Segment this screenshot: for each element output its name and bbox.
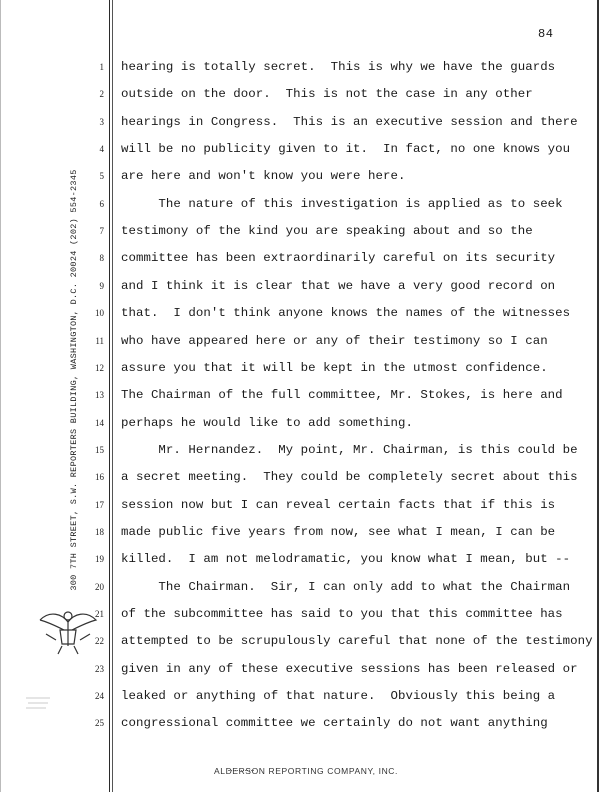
transcript-line: committee has been extraordinarily careful on its security <box>121 251 556 266</box>
transcript-line: and I think it is clear that we have a very good record on <box>121 278 556 293</box>
line-number: 12 <box>95 362 104 373</box>
transcript-line: hearing is totally secret. This is why we have the guards <box>121 60 556 74</box>
transcript-line: hearings in Congress. This is an executive session and there <box>121 114 578 129</box>
line-number: 20 <box>95 581 104 592</box>
transcript-line: assure you that it will be kept in the utmost confidence. <box>121 360 548 375</box>
line-number: 24 <box>95 691 104 702</box>
line-number: 14 <box>95 417 104 428</box>
line-number: 23 <box>95 663 104 674</box>
line-number: 25 <box>95 718 104 729</box>
line-number: 18 <box>95 526 104 537</box>
transcript-line: will be no publicity given to it. In fact, no one knows you <box>121 142 571 157</box>
transcript-line: made public five years from now, see what I mean, I can be <box>121 524 556 539</box>
line-number: 6 <box>99 198 104 209</box>
line-number: 13 <box>95 390 104 401</box>
line-number: 19 <box>95 554 104 565</box>
transcript-line: who have appeared here or any of their testimony so I can <box>121 333 548 348</box>
transcript-line: outside on the door. This is not the case in any other <box>121 87 533 102</box>
line-number: 10 <box>95 308 104 319</box>
transcript-line: testimony of the kind you are speaking about and so the <box>121 224 533 239</box>
line-number: 15 <box>95 444 104 455</box>
transcript-line: a secret meeting. They could be completely secret about this <box>121 470 578 485</box>
margin-scribble-icon <box>24 690 52 716</box>
line-number: 4 <box>99 144 104 155</box>
line-number: 2 <box>99 89 104 100</box>
transcript-line: Mr. Hernandez. My point, Mr. Chairman, is this could be <box>121 442 578 457</box>
line-number: 9 <box>99 280 104 291</box>
transcript-line: given in any of these executive sessions has been released or <box>121 661 578 676</box>
line-number: 21 <box>95 609 104 619</box>
line-number: 8 <box>99 253 104 264</box>
transcript-line: are here and won't know you were here. <box>121 169 406 184</box>
transcript-line: The Chairman. Sir, I can only add to what the Chairman <box>121 579 571 594</box>
transcript-line: perhaps he would like to add something. <box>121 415 413 430</box>
line-number: 16 <box>95 472 104 483</box>
page-number: 84 <box>538 27 554 41</box>
line-number: 17 <box>95 499 104 510</box>
transcript-line: session now but I can reveal certain facts that if this is <box>121 497 556 512</box>
transcript-line: leaked or anything of that nature. Obviously this being a <box>121 689 556 704</box>
margin-rule-inner <box>112 0 113 792</box>
line-number: 11 <box>95 335 104 346</box>
line-number: 7 <box>99 226 104 237</box>
transcript-line: The nature of this investigation is applied as to seek <box>121 196 563 211</box>
transcript-line: that. I don't think anyone knows the names of the witnesses <box>121 306 571 321</box>
transcript-line: congressional committee we certainly do not want anything <box>121 716 548 731</box>
line-number: 22 <box>95 636 104 647</box>
line-number: 5 <box>99 171 104 182</box>
line-number: 3 <box>99 116 104 127</box>
right-margin-rule <box>597 0 599 792</box>
side-address <box>68 160 80 600</box>
page-edge <box>0 0 1 792</box>
side-address-text: 300 7TH STREET, S.W. REPORTERS BUILDING, WASHINGTON, D.C. 20024 (202) 554-2345 <box>69 169 79 591</box>
transcript-line: of the subcommittee has said to you that this committee has <box>121 607 563 621</box>
margin-rule <box>109 0 110 792</box>
transcript-line: attempted to be scrupulously careful that none of the testimony <box>121 634 593 649</box>
footer-company: ALDERSON REPORTING COMPANY, INC. <box>213 766 399 776</box>
transcript-line: killed. I am not melodramatic, you know what I mean, but -- <box>121 552 571 567</box>
line-number: 1 <box>99 62 104 72</box>
transcript-line: The Chairman of the full committee, Mr. Stokes, is here and <box>121 388 563 403</box>
